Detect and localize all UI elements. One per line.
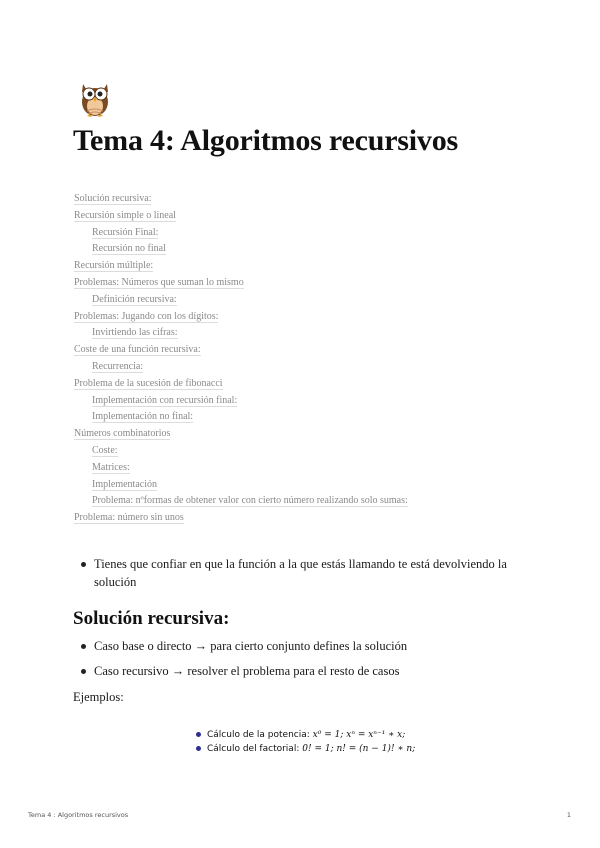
toc-link-label: Implementación (92, 478, 157, 490)
toc-link[interactable] (74, 409, 534, 426)
toc-link[interactable] (74, 426, 534, 443)
example-formula: x⁰ = 1; xⁿ = xⁿ⁻¹ ∗ x; (312, 730, 406, 740)
toc-link-label: Problemas: Jugando con los dígitos: (74, 310, 219, 322)
toc-link[interactable] (74, 208, 534, 225)
footer-title: Tema 4 : Algoritmos recursivos (28, 811, 129, 819)
toc-link[interactable] (74, 477, 534, 494)
toc-link-label: Problemas: Números que suman lo mismo (74, 276, 244, 288)
toc-link-label: Matrices: (92, 461, 130, 473)
toc-link-label: Solución recursiva: (74, 193, 152, 204)
toc-link[interactable] (74, 258, 534, 275)
toc-link[interactable] (74, 493, 534, 510)
toc-link[interactable] (74, 359, 534, 376)
toc-link-label: Invirtiendo las cifras: (92, 327, 178, 339)
toc-link-label: Coste de una función recursiva: (74, 344, 201, 356)
examples-label: Ejemplos: (73, 690, 124, 704)
toc-link[interactable] (74, 510, 534, 527)
toc-link[interactable] (74, 460, 534, 477)
section-heading: Solución recursiva: (73, 608, 230, 629)
toc-link[interactable] (74, 376, 534, 393)
toc-link-label: Problema: nºformas de obtener valor con cierto número realizando solo sumas: (92, 495, 408, 507)
owl-icon (78, 78, 112, 118)
list-item: Caso base o directo → para cierto conjunto defines la solución (73, 637, 513, 655)
toc-link-label: Recursión múltiple: (74, 260, 154, 272)
toc-link-label: Recursión Final: (92, 226, 159, 238)
page-title: Tema 4: Algoritmos recursivos (73, 124, 458, 157)
toc-link[interactable] (74, 241, 534, 258)
toc-link[interactable] (74, 191, 534, 208)
example-text: Cálculo del factorial: (207, 744, 300, 754)
toc-link[interactable] (74, 292, 534, 309)
toc-link-label: Problema: número sin unos (74, 512, 184, 524)
toc-link-label: Recursión no final (92, 243, 166, 255)
intro-list (73, 555, 513, 591)
toc-link-label: Definición recursiva: (92, 293, 177, 305)
examples-image (196, 728, 456, 756)
example-text: Cálculo de la potencia: (207, 730, 310, 740)
toc-link-label: Recursión simple o lineal (74, 209, 176, 221)
toc-link[interactable] (74, 275, 534, 292)
list-item: Tienes que confiar en que la función a la que estás llamando te está devolviendo la solución (73, 555, 513, 591)
example-item (196, 728, 456, 742)
toc-link-label: Implementación no final: (92, 411, 194, 423)
toc-link[interactable] (74, 309, 534, 326)
toc-link[interactable] (74, 393, 534, 410)
example-item (196, 742, 456, 756)
toc-link-label: Recurrencia: (92, 360, 144, 372)
section-list (73, 637, 513, 687)
toc-link-label: Problema de la sucesión de fibonacci (74, 377, 223, 389)
toc-link[interactable] (74, 325, 534, 342)
toc-link[interactable] (74, 342, 534, 359)
page-number: 1 (566, 811, 571, 819)
toc-link[interactable] (74, 225, 534, 242)
toc-link-label: Coste: (92, 444, 118, 456)
table-of-contents (74, 191, 534, 527)
list-item: Caso recursivo → resolver el problema para el resto de casos (73, 662, 513, 680)
toc-link[interactable] (74, 443, 534, 460)
toc-link-label: Números combinatorios (74, 428, 171, 440)
toc-link-label: Implementación con recursión final: (92, 394, 238, 406)
example-formula: 0! = 1; n! = (n − 1)! ∗ n; (302, 744, 416, 754)
